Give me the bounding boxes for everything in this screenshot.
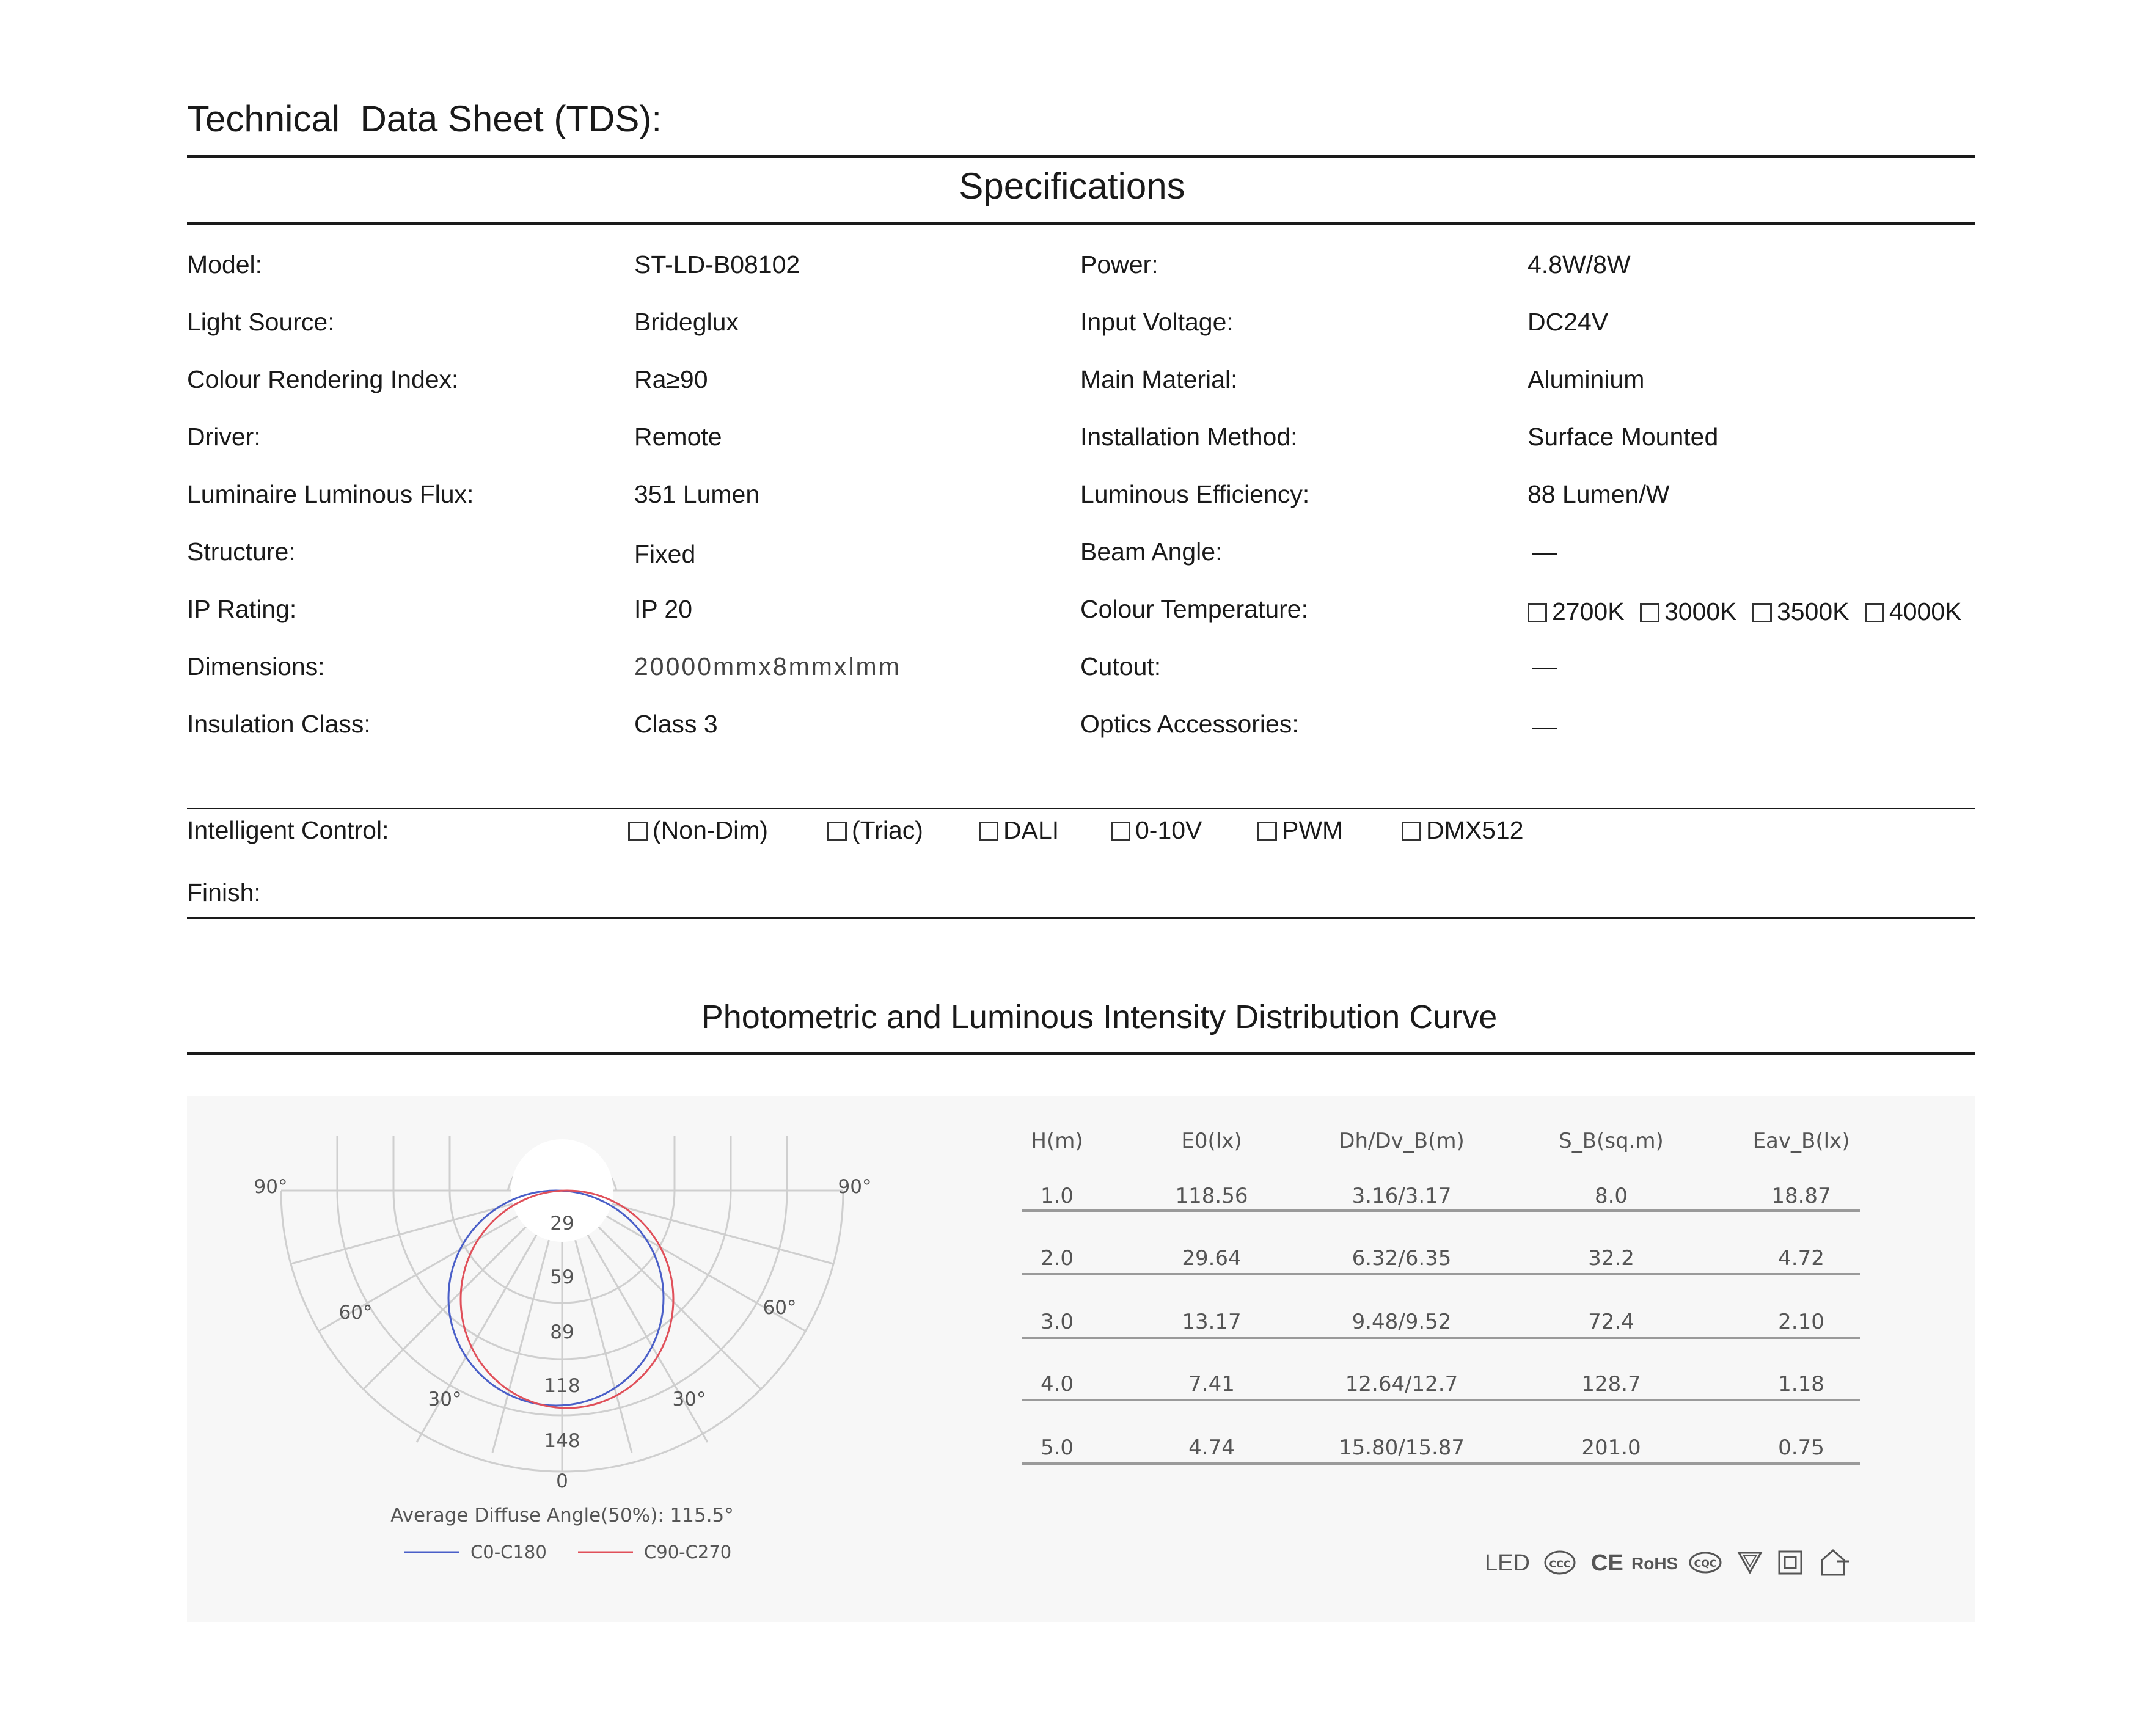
svg-text:CQC: CQC bbox=[1694, 1558, 1717, 1569]
control-option-label: DMX512 bbox=[1426, 816, 1524, 844]
colour-temp-option: 4000K bbox=[1889, 597, 1962, 625]
led-mark: LED bbox=[1485, 1550, 1530, 1576]
spec-label: IP Rating: bbox=[187, 595, 297, 623]
spec-label: Luminaire Luminous Flux: bbox=[187, 480, 474, 508]
table-row-divider bbox=[1022, 1462, 1860, 1465]
table-cell: 12.64/12.7 bbox=[1345, 1372, 1458, 1396]
table-header: Dh/Dv_B(m) bbox=[1339, 1129, 1465, 1153]
table-cell: 4.72 bbox=[1778, 1246, 1824, 1271]
spec-label: Model: bbox=[187, 250, 263, 279]
table-row-divider bbox=[1022, 1273, 1860, 1275]
table-row-divider bbox=[1022, 1209, 1860, 1212]
colour-temp-checkbox[interactable] bbox=[1752, 603, 1772, 622]
table-cell: 29.64 bbox=[1182, 1246, 1242, 1271]
class-ii-icon bbox=[1777, 1549, 1804, 1576]
spec-value: Fixed bbox=[634, 540, 696, 568]
checkbox-icon[interactable] bbox=[979, 822, 998, 841]
photometric-heading: Photometric and Luminous Intensity Distribution Curve bbox=[701, 999, 1498, 1035]
control-option-label: 0-10V bbox=[1135, 816, 1202, 844]
colour-temp-checkbox[interactable] bbox=[1640, 603, 1659, 622]
ce-mark: CE bbox=[1591, 1550, 1623, 1576]
spec-label: Structure: bbox=[187, 538, 296, 566]
indoor-use-icon bbox=[1818, 1547, 1850, 1577]
control-option-dali[interactable] bbox=[979, 816, 1059, 845]
table-cell: 118.56 bbox=[1175, 1184, 1248, 1208]
control-option-label: PWM bbox=[1282, 816, 1344, 844]
intelligent-control-label: Intelligent Control: bbox=[187, 816, 389, 844]
svg-text:CCC: CCC bbox=[1549, 1558, 1571, 1570]
table-cell: 32.2 bbox=[1588, 1246, 1634, 1271]
control-option-non-dim[interactable] bbox=[628, 816, 768, 845]
control-divider-top bbox=[187, 808, 1975, 809]
spec-label: Colour Rendering Index: bbox=[187, 365, 459, 393]
table-cell: 3.16/3.17 bbox=[1352, 1184, 1452, 1208]
rohs-mark: RoHS bbox=[1631, 1554, 1678, 1573]
spec-value: 351 Lumen bbox=[634, 480, 760, 508]
radial-label: 118 bbox=[544, 1375, 580, 1397]
table-cell: 2.10 bbox=[1778, 1310, 1824, 1334]
spec-label: Colour Temperature: bbox=[1080, 595, 1308, 623]
spec-value: — bbox=[1532, 712, 1557, 740]
table-cell: 0.75 bbox=[1778, 1435, 1824, 1460]
radial-label: 148 bbox=[544, 1430, 580, 1452]
angle-label: 60° bbox=[763, 1297, 797, 1319]
checkbox-icon[interactable] bbox=[1402, 822, 1421, 841]
colour-temp-option: 3000K bbox=[1664, 597, 1737, 625]
control-option-triac[interactable] bbox=[827, 816, 923, 845]
spec-label: Luminous Efficiency: bbox=[1080, 480, 1310, 508]
spec-label: Dimensions: bbox=[187, 652, 325, 680]
table-header: Eav_B(lx) bbox=[1752, 1129, 1850, 1153]
table-cell: 72.4 bbox=[1588, 1310, 1634, 1334]
table-cell: 7.41 bbox=[1188, 1372, 1235, 1396]
table-header: S_B(sq.m) bbox=[1559, 1129, 1664, 1153]
table-cell: 4.74 bbox=[1188, 1435, 1235, 1460]
ccc-icon bbox=[1543, 1549, 1577, 1576]
spec-label: Optics Accessories: bbox=[1080, 710, 1299, 738]
table-row-divider bbox=[1022, 1399, 1860, 1401]
radial-label: 89 bbox=[550, 1321, 574, 1343]
table-cell: 3.0 bbox=[1040, 1310, 1074, 1334]
spec-value: 4.8W/8W bbox=[1528, 250, 1631, 279]
page-title: Technical Data Sheet (TDS): bbox=[187, 98, 662, 139]
colour-temp-checkbox[interactable] bbox=[1865, 603, 1884, 622]
polar-caption: Average Diffuse Angle(50%): 115.5° bbox=[390, 1504, 734, 1526]
spec-value: Aluminium bbox=[1528, 365, 1645, 393]
table-header: H(m) bbox=[1031, 1129, 1083, 1153]
angle-label: 90° bbox=[254, 1176, 288, 1198]
colour-temp-checkbox[interactable] bbox=[1528, 603, 1547, 622]
table-cell: 13.17 bbox=[1182, 1310, 1242, 1334]
specifications-heading: Specifications bbox=[959, 166, 1185, 206]
spec-label: Light Source: bbox=[187, 308, 335, 336]
spec-value: Brideglux bbox=[634, 308, 739, 336]
spec-value: — bbox=[1532, 538, 1557, 566]
control-option-label: DALI bbox=[1003, 816, 1059, 844]
angle-label: 90° bbox=[838, 1176, 872, 1198]
spec-label: Beam Angle: bbox=[1080, 538, 1223, 566]
spec-value: Remote bbox=[634, 423, 722, 451]
checkbox-icon[interactable] bbox=[827, 822, 847, 841]
checkbox-icon[interactable] bbox=[628, 822, 648, 841]
spec-value: Ra≥90 bbox=[634, 365, 708, 393]
colour-temperature-options bbox=[1528, 597, 1961, 626]
table-cell: 18.87 bbox=[1771, 1184, 1831, 1208]
angle-label: 30° bbox=[428, 1388, 462, 1410]
legend-label: C0-C180 bbox=[470, 1542, 547, 1563]
cqc-icon bbox=[1688, 1549, 1723, 1576]
spec-label: Input Voltage: bbox=[1080, 308, 1234, 336]
table-cell: 2.0 bbox=[1040, 1246, 1074, 1271]
angle-label: 60° bbox=[338, 1302, 373, 1324]
table-cell: 6.32/6.35 bbox=[1352, 1246, 1452, 1271]
spec-label: Driver: bbox=[187, 423, 261, 451]
specifications-divider bbox=[187, 222, 1975, 225]
table-cell: 8.0 bbox=[1594, 1184, 1628, 1208]
spec-value: DC24V bbox=[1528, 308, 1609, 336]
spec-value: — bbox=[1532, 652, 1557, 680]
control-option-label: (Triac) bbox=[852, 816, 923, 844]
finish-label: Finish: bbox=[187, 878, 261, 906]
control-option-label: (Non-Dim) bbox=[653, 816, 769, 844]
checkbox-icon[interactable] bbox=[1257, 822, 1277, 841]
spec-value: Surface Mounted bbox=[1528, 423, 1719, 451]
radial-label: 59 bbox=[550, 1266, 574, 1288]
spec-value: IP 20 bbox=[634, 595, 692, 623]
table-cell: 128.7 bbox=[1581, 1372, 1641, 1396]
table-cell: 1.18 bbox=[1778, 1372, 1824, 1396]
table-cell: 201.0 bbox=[1581, 1435, 1641, 1460]
legend-label: C90-C270 bbox=[644, 1542, 732, 1563]
colour-temp-option: 2700K bbox=[1552, 597, 1625, 625]
angle-label: 30° bbox=[672, 1388, 706, 1410]
title-divider bbox=[187, 155, 1975, 158]
radial-label: 29 bbox=[550, 1213, 574, 1235]
photometric-divider bbox=[187, 1052, 1975, 1055]
control-option-dmx512[interactable] bbox=[1402, 816, 1524, 845]
table-row-divider bbox=[1022, 1337, 1860, 1339]
spec-value: 88 Lumen/W bbox=[1528, 480, 1670, 508]
table-cell: 1.0 bbox=[1040, 1184, 1074, 1208]
control-divider-bottom bbox=[187, 917, 1975, 919]
table-cell: 15.80/15.87 bbox=[1338, 1435, 1465, 1460]
table-cell: 5.0 bbox=[1040, 1435, 1074, 1460]
table-cell: 4.0 bbox=[1040, 1372, 1074, 1396]
spec-value: Class 3 bbox=[634, 710, 718, 738]
polar-distribution-diagram bbox=[187, 1096, 981, 1622]
spec-label: Cutout: bbox=[1080, 652, 1162, 680]
angle-label: 0 bbox=[556, 1470, 568, 1492]
triangle-mark-icon bbox=[1736, 1550, 1763, 1575]
control-option-pwm[interactable] bbox=[1257, 816, 1343, 845]
spec-label: Power: bbox=[1080, 250, 1158, 279]
table-cell: 9.48/9.52 bbox=[1352, 1310, 1452, 1334]
control-option-0-10v[interactable] bbox=[1111, 816, 1202, 845]
colour-temp-option: 3500K bbox=[1776, 597, 1849, 625]
spec-label: Main Material: bbox=[1080, 365, 1238, 393]
spec-label: Insulation Class: bbox=[187, 710, 371, 738]
spec-label: Installation Method: bbox=[1080, 423, 1298, 451]
spec-value: 20000mmx8mmxlmm bbox=[634, 652, 901, 680]
table-header: E0(lx) bbox=[1181, 1129, 1242, 1153]
spec-value: ST-LD-B08102 bbox=[634, 250, 800, 279]
checkbox-icon[interactable] bbox=[1111, 822, 1130, 841]
